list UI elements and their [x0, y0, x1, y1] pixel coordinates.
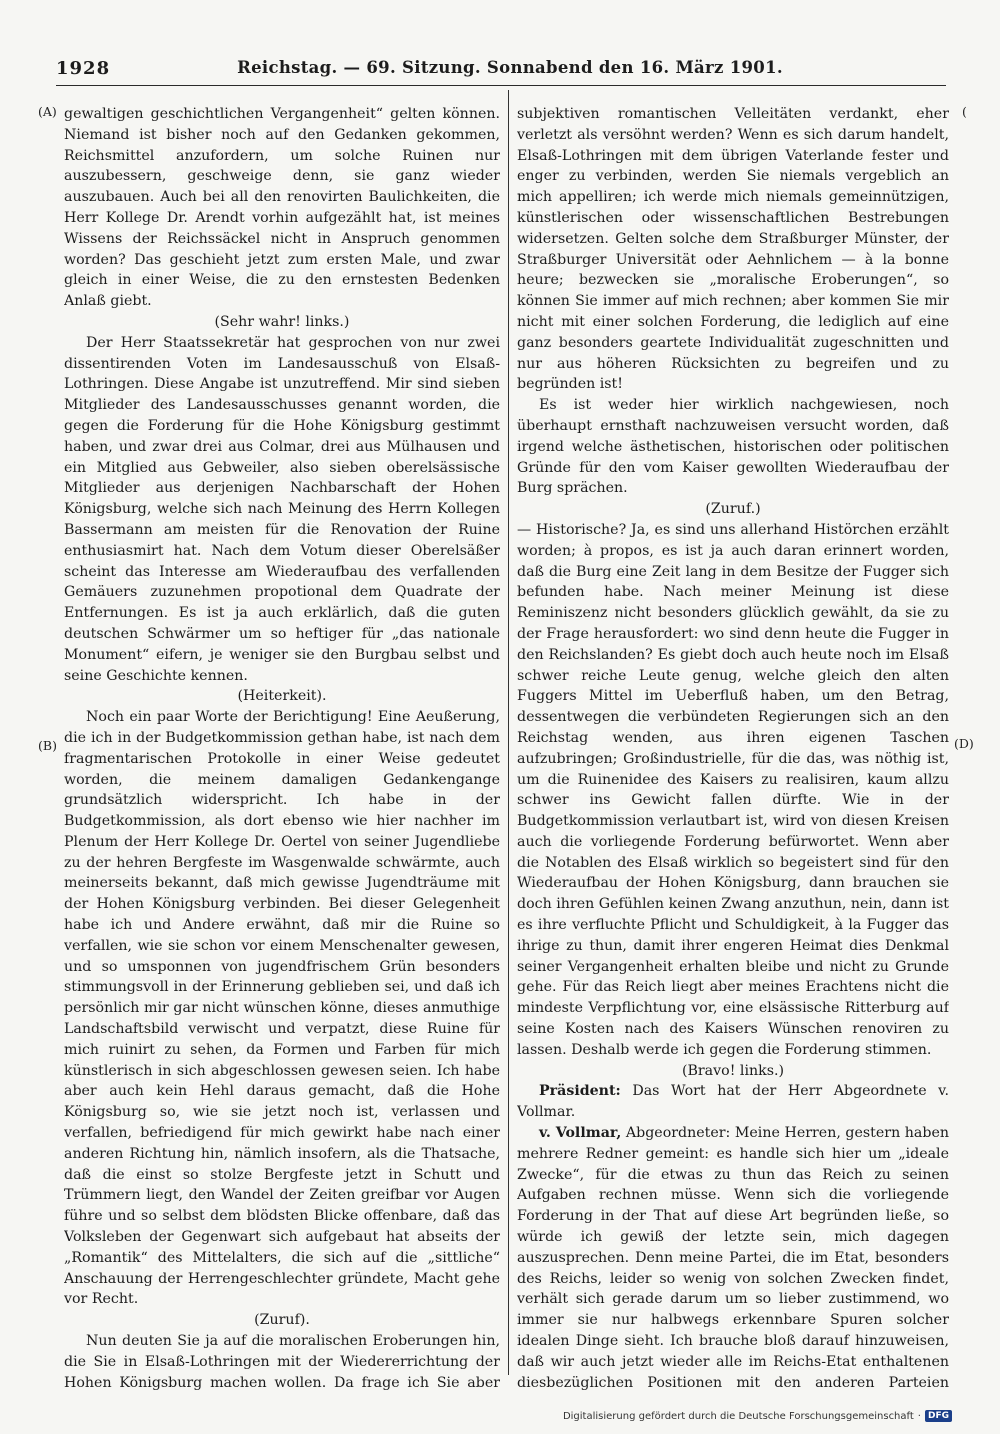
speaker-text: Das Wort hat der Herr Abgeordnete v. Vollmar. — [517, 1083, 949, 1121]
column-divider — [508, 90, 509, 1375]
running-head: Reichstag. — 69. Sitzung. Sonnabend den 16. März 1901. — [237, 58, 783, 77]
speaker-name: Präsident: — [539, 1083, 621, 1100]
paragraph: subjektiven romantischen Velleitäten verdankt, eher verletzt als versöhnt werden? Wenn es sich darum handelt, Elsaß-Lothringen mit dem übrigen Vaterlande fester und enger zu verbinden, werden Sie niemals vergeblich an mich appelliren; ich werde mich niemals gemeinnützigen, künstlerischen oder wissenschaftlichen Bestrebungen widersetzen. Gelten solche dem Straßburger Münster, der Straßburger Universität oder Aehnlichem — à la bonne heure; bezwecken sie „moralische Eroberungen“, so können Sie immer auf mich rechnen; aber kommen Sie mir nicht mit einer solchen Forderung, die lediglich auf eine ganz besonders geartete Individualität zugeschnitten und nur aus höheren Rücksichten zu begreifen und zu begründen ist! — [517, 106, 949, 393]
margin-mark-c: ( — [962, 104, 967, 119]
paragraph: — Historische? Ja, es sind uns allerhand Histörchen erzählt worden; à propos, es ist ja auch daran erinnert worden, daß die Burg eine Zeit lang in dem Besitze der Fugger sich befunden habe. Nach meiner Meinung ist diese Reminiszenz nicht besonders glücklich gewählt, da sie zu der Frage herausfordert: wo sind denn heute die Fugger in den Reichslanden? Es giebt doch auch heute noch im Elsaß schwer reiche Leute genug, welche gleich den alten Fuggers Mittel im Ueberfluß haben, um den Betrag, dessentwegen die verbündeten Regierungen sich an den Reichstag wenden, aus ihren eigenen Taschen aufzubringen; Großindustrielle, für die das, was nöthig ist, um die Ruinenidee des Kaisers zu realisiren, kaum allzu schwer ins Gewicht fallen dürfte. Wie in der Budgetkommission verlautbart ist, wird von diesen Kreisen auch die vorliegende Forderung befürwortet. Wenn aber die Notablen des Elsaß wirklich so begeistert sind für den Wiederaufbau der Hohen Königsburg, dann brauchen sie doch ihren Gefühlen keinen Zwang anzuthun, nein, dann ist es ihre verfluchte Pflicht und Schuldigkeit, à la Fugger das ihrige zu thun, damit ihrer engeren Heimat dies Denkmal seiner Vergangenheit erhalten bleibe und nicht zu Grunde gehe. Für das Reich liegt aber meines Erachtens nicht die mindeste Verpflichtung vor, eine elsässische Ritterburg auf seine Kosten nach des Kaisers Wünschen renoviren zu lassen. Deshalb werde ich gegen die Forderung stimmen. — [517, 521, 949, 1058]
speaker-text: Abgeordneter: Meine Herren, gestern haben mehrere Redner gemeint: es handle sich hier um „ideale Zwecke“, für die etwas zu thun das Reich zu seinen Aufgaben rechnen müsse. Wenn sich die vorliegende Forderung in der That auf diese Art begründen ließe, so würde ich gewiß der letzte sein, mich dagegen auszusprechen. Denn meine Partei, die im Etat, besonders des Reichs, leider so wenig von solchen Zwecken findet, verhält sich gerade darum um so lieber zustimmend, wo immer sie nur halbwegs erkennbare Spuren solcher idealen Dinge sieht. Ich brauche bloß darauf hinzuweisen, daß wir auch jetzt wieder alle im Reichs-Etat enthaltenen diesbezüglichen Positionen mit den anderen Parteien — [517, 1125, 949, 1391]
interjection: (Zuruf.) — [705, 501, 761, 518]
footer-text: Digitalisierung gefördert durch die Deutsche Forschungsgemeinschaft — [562, 1410, 914, 1422]
margin-mark-a: (A) — [38, 104, 57, 119]
speaker-paragraph — [517, 1123, 949, 1394]
paragraph: Der Herr Staatssekretär hat gesprochen von nur zwei dissentirenden Voten im Landesausschuß von Elsaß-Lothringen. Diese Angabe ist unzutreffend. Mir sind sieben Mitglieder des Landesausschusses genannt worden, die gegen die Forderung für die Hohe Königsburg gestimmt haben, und zwar drei aus Colmar, drei aus Mülhausen und ein Mitglied aus Gebweiler, also sieben oberelsässische Mitglieder aus derjenigen Nachbarschaft der Hohen Königsburg, welche sich nach Meinung des Herrn Kollegen Bassermann am meisten für die Renovation der Ruine enthusiasmirt hat. Nach dem Votum dieser Oberelsäßer scheint das Interesse am Wiederaufbau des verfallenden Gemäuers zuzunehmen propotional dem Quadrate der Entfernungen. Es ist ja auch erklärlich, daß die guten deutschen Schwärmer um so heftiger für „das nationale Monument“ eifern, je weniger sie den Burgbau selbst und seine Geschichte kennen. — [64, 334, 500, 684]
speaker-name: v. Vollmar, — [539, 1125, 622, 1142]
margin-mark-d: (D) — [954, 736, 974, 751]
header-rule — [56, 85, 946, 86]
interjection: (Sehr wahr! links.) — [214, 313, 350, 330]
page-number: 1928 — [56, 58, 111, 79]
dfg-logo-icon: DFG — [925, 1410, 952, 1422]
right-column — [517, 104, 949, 1394]
paragraph: Nun deuten Sie ja auf die moralischen Eroberungen hin, die Sie in Elsaß-Lothringen mit der Wiedererrichtung der Hohen Königsburg machen wollen. Da frage ich Sie aber — [64, 1333, 500, 1391]
interjection: (Zuruf). — [254, 1312, 310, 1329]
speaker-paragraph — [517, 1081, 949, 1123]
page-header — [56, 58, 946, 82]
paragraph: gewaltigen geschichtlichen Vergangenheit“ gelten können. Niemand ist bisher noch auf den Gedanken gekommen, Reichsmittel anzufordern, um solche Ruinen nur auszubessern, geschweige denn, sie ganz wieder auszubauen. Auch bei all den renovirten Baulichkeiten, die Herr Kollege Dr. Arendt vorhin aufgezählt hat, ist meines Wissens der Reichssäckel nicht in Anspruch genommen worden? Das geschieht jetzt zum ersten Male, und zwar gleich in einer Weise, die zu den ernstesten Bedenken Anlaß giebt. — [64, 106, 500, 310]
margin-mark-b: (B) — [38, 738, 57, 753]
page-footer — [563, 1410, 952, 1422]
footer-separator: · — [917, 1410, 921, 1422]
left-column — [64, 104, 500, 1394]
paragraph: Es ist weder hier wirklich nachgewiesen, noch überhaupt ernsthaft nachzuweisen versucht worden, daß irgend welche ästhetischen, historischen oder politischen Gründe für den vom Kaiser gewollten Wiederaufbau der Burg sprächen. — [517, 397, 949, 497]
interjection: (Heiterkeit). — [237, 688, 327, 705]
interjection: (Bravo! links.) — [681, 1062, 785, 1079]
paragraph: Noch ein paar Worte der Berichtigung! Eine Aeußerung, die ich in der Budgetkommission gethan habe, ist nach dem fragmentarischen Protokolle in einer Weise gedeutet worden, die meinem damaligen Gedankengange grundsätzlich widerspricht. Ich habe in der Budgetkommission, als dort ebenso wie hier nachher im Plenum der Herr Kollege Dr. Oertel von seiner Jugendliebe zu der hehren Bergfeste im Wasgenwalde schwärmte, auch meinerseits bekannt, daß mich gewisse Jugendträume mit der Hohen Königsburg verbinden. Bei dieser Gelegenheit habe ich und Andere erwähnt, daß mir die Ruine so verfallen, wie sie schon vor einem Menschenalter gewesen, und so umsponnen von jugendfrischem Grün besonders stimmungsvoll in der Erinnerung geblieben sei, und daß ich persönlich mir gar nicht wünschen könne, dieses anmuthige Landschaftsbild verwischt und verpatzt, diese Ruine für mich ruinirt zu sehen, da Formen und Farben für mich künstlerisch in sich abgeschlossen gewesen seien. Ich habe aber auch kein Hehl daraus gemacht, daß die Hohe Königsburg so, wie sie jetzt noch ist, verlassen und verfallen, befriedigend für mich gewirkt habe nach einer anderen Richtung hin, nämlich insofern, als die Thatsache, daß die einst so stolze Bergfeste jetzt in Schutt und Trümmern liegt, den Wandel der Zeiten greifbar vor Augen führe und so selbst dem blödsten Blicke offenbare, daß das Volksleben der Gegenwart sich aufgebaut hat abseits der „Romantik“ des Mittelalters, die sich auf die „sittliche“ Anschauung der Herrengeschlechter gründete, Macht gehe vor Recht. — [64, 709, 500, 1308]
